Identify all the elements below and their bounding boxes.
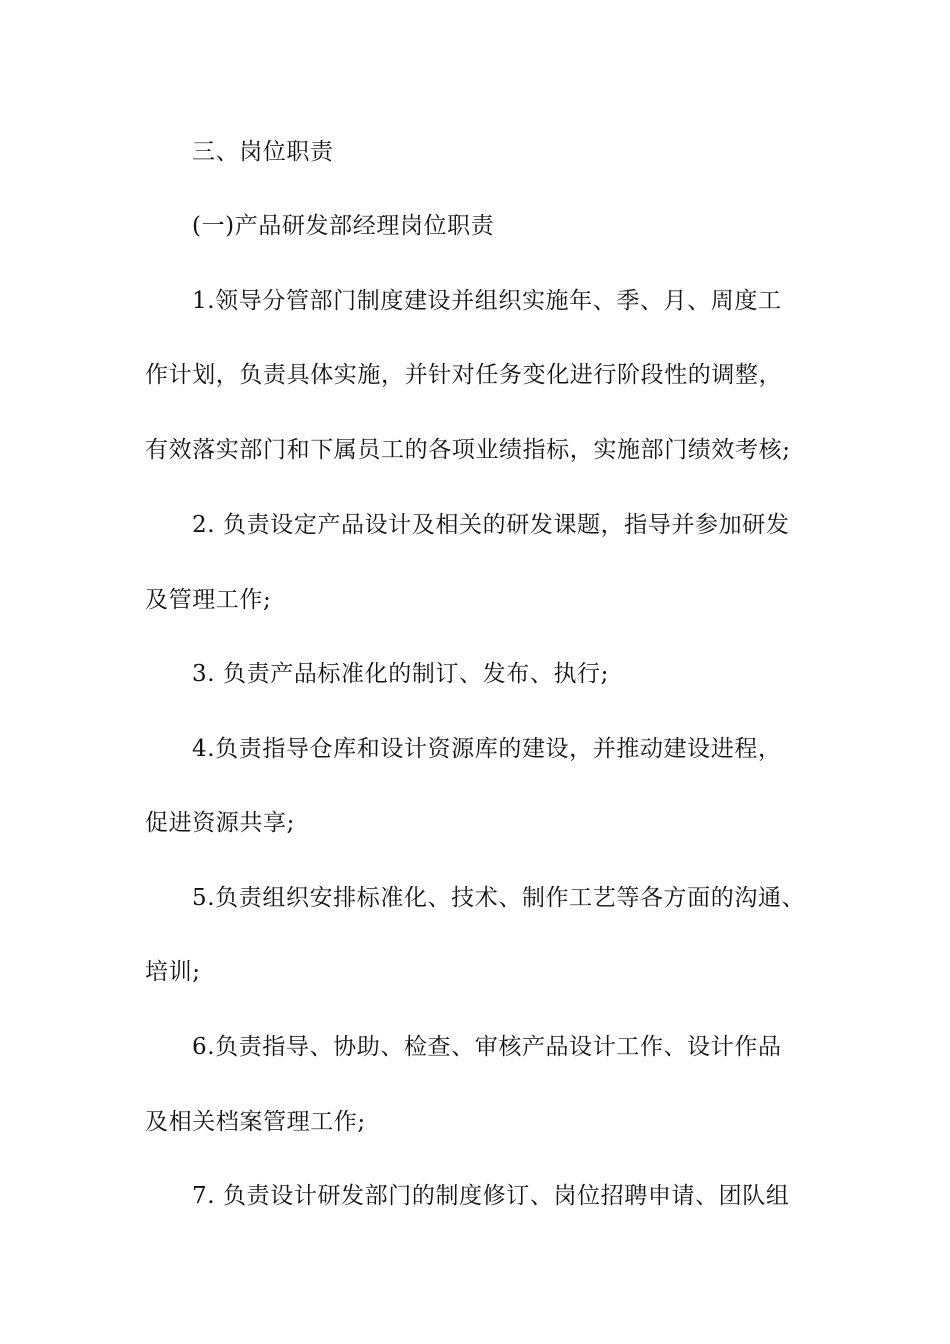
paragraph-line: 培训; [145,959,201,985]
subsection-heading: (一)产品研发部经理岗位职责 [192,213,495,239]
paragraph-line: 3. 负责产品标准化的制订、发布、执行; [192,661,610,687]
paragraph-line: 作计划，负责具体实施，并针对任务变化进行阶段性的调整， [145,362,783,388]
paragraph-line: 1.领导分管部门制度建设并组织实施年、季、月、周度工 [192,288,782,314]
paragraph-line: 7. 负责设计研发部门的制度修订、岗位招聘申请、团队组 [192,1183,790,1209]
section-heading: 三、岗位职责 [192,139,334,165]
paragraph-line: 5.负责组织安排标准化、技术、制作工艺等各方面的沟通、 [192,885,806,911]
paragraph-line: 4.负责指导仓库和设计资源库的建设，并推动建设进程， [192,736,782,762]
paragraph-line: 促进资源共享; [145,810,295,836]
paragraph-line: 有效落实部门和下属员工的各项业绩指标，实施部门绩效考核; [145,437,791,463]
paragraph-line: 2. 负责设定产品设计及相关的研发课题，指导并参加研发 [192,512,790,538]
paragraph-line: 及相关档案管理工作; [145,1109,366,1135]
paragraph-line: 6.负责指导、协助、检查、审核产品设计工作、设计作品 [192,1034,782,1060]
paragraph-line: 及管理工作; [145,587,272,613]
